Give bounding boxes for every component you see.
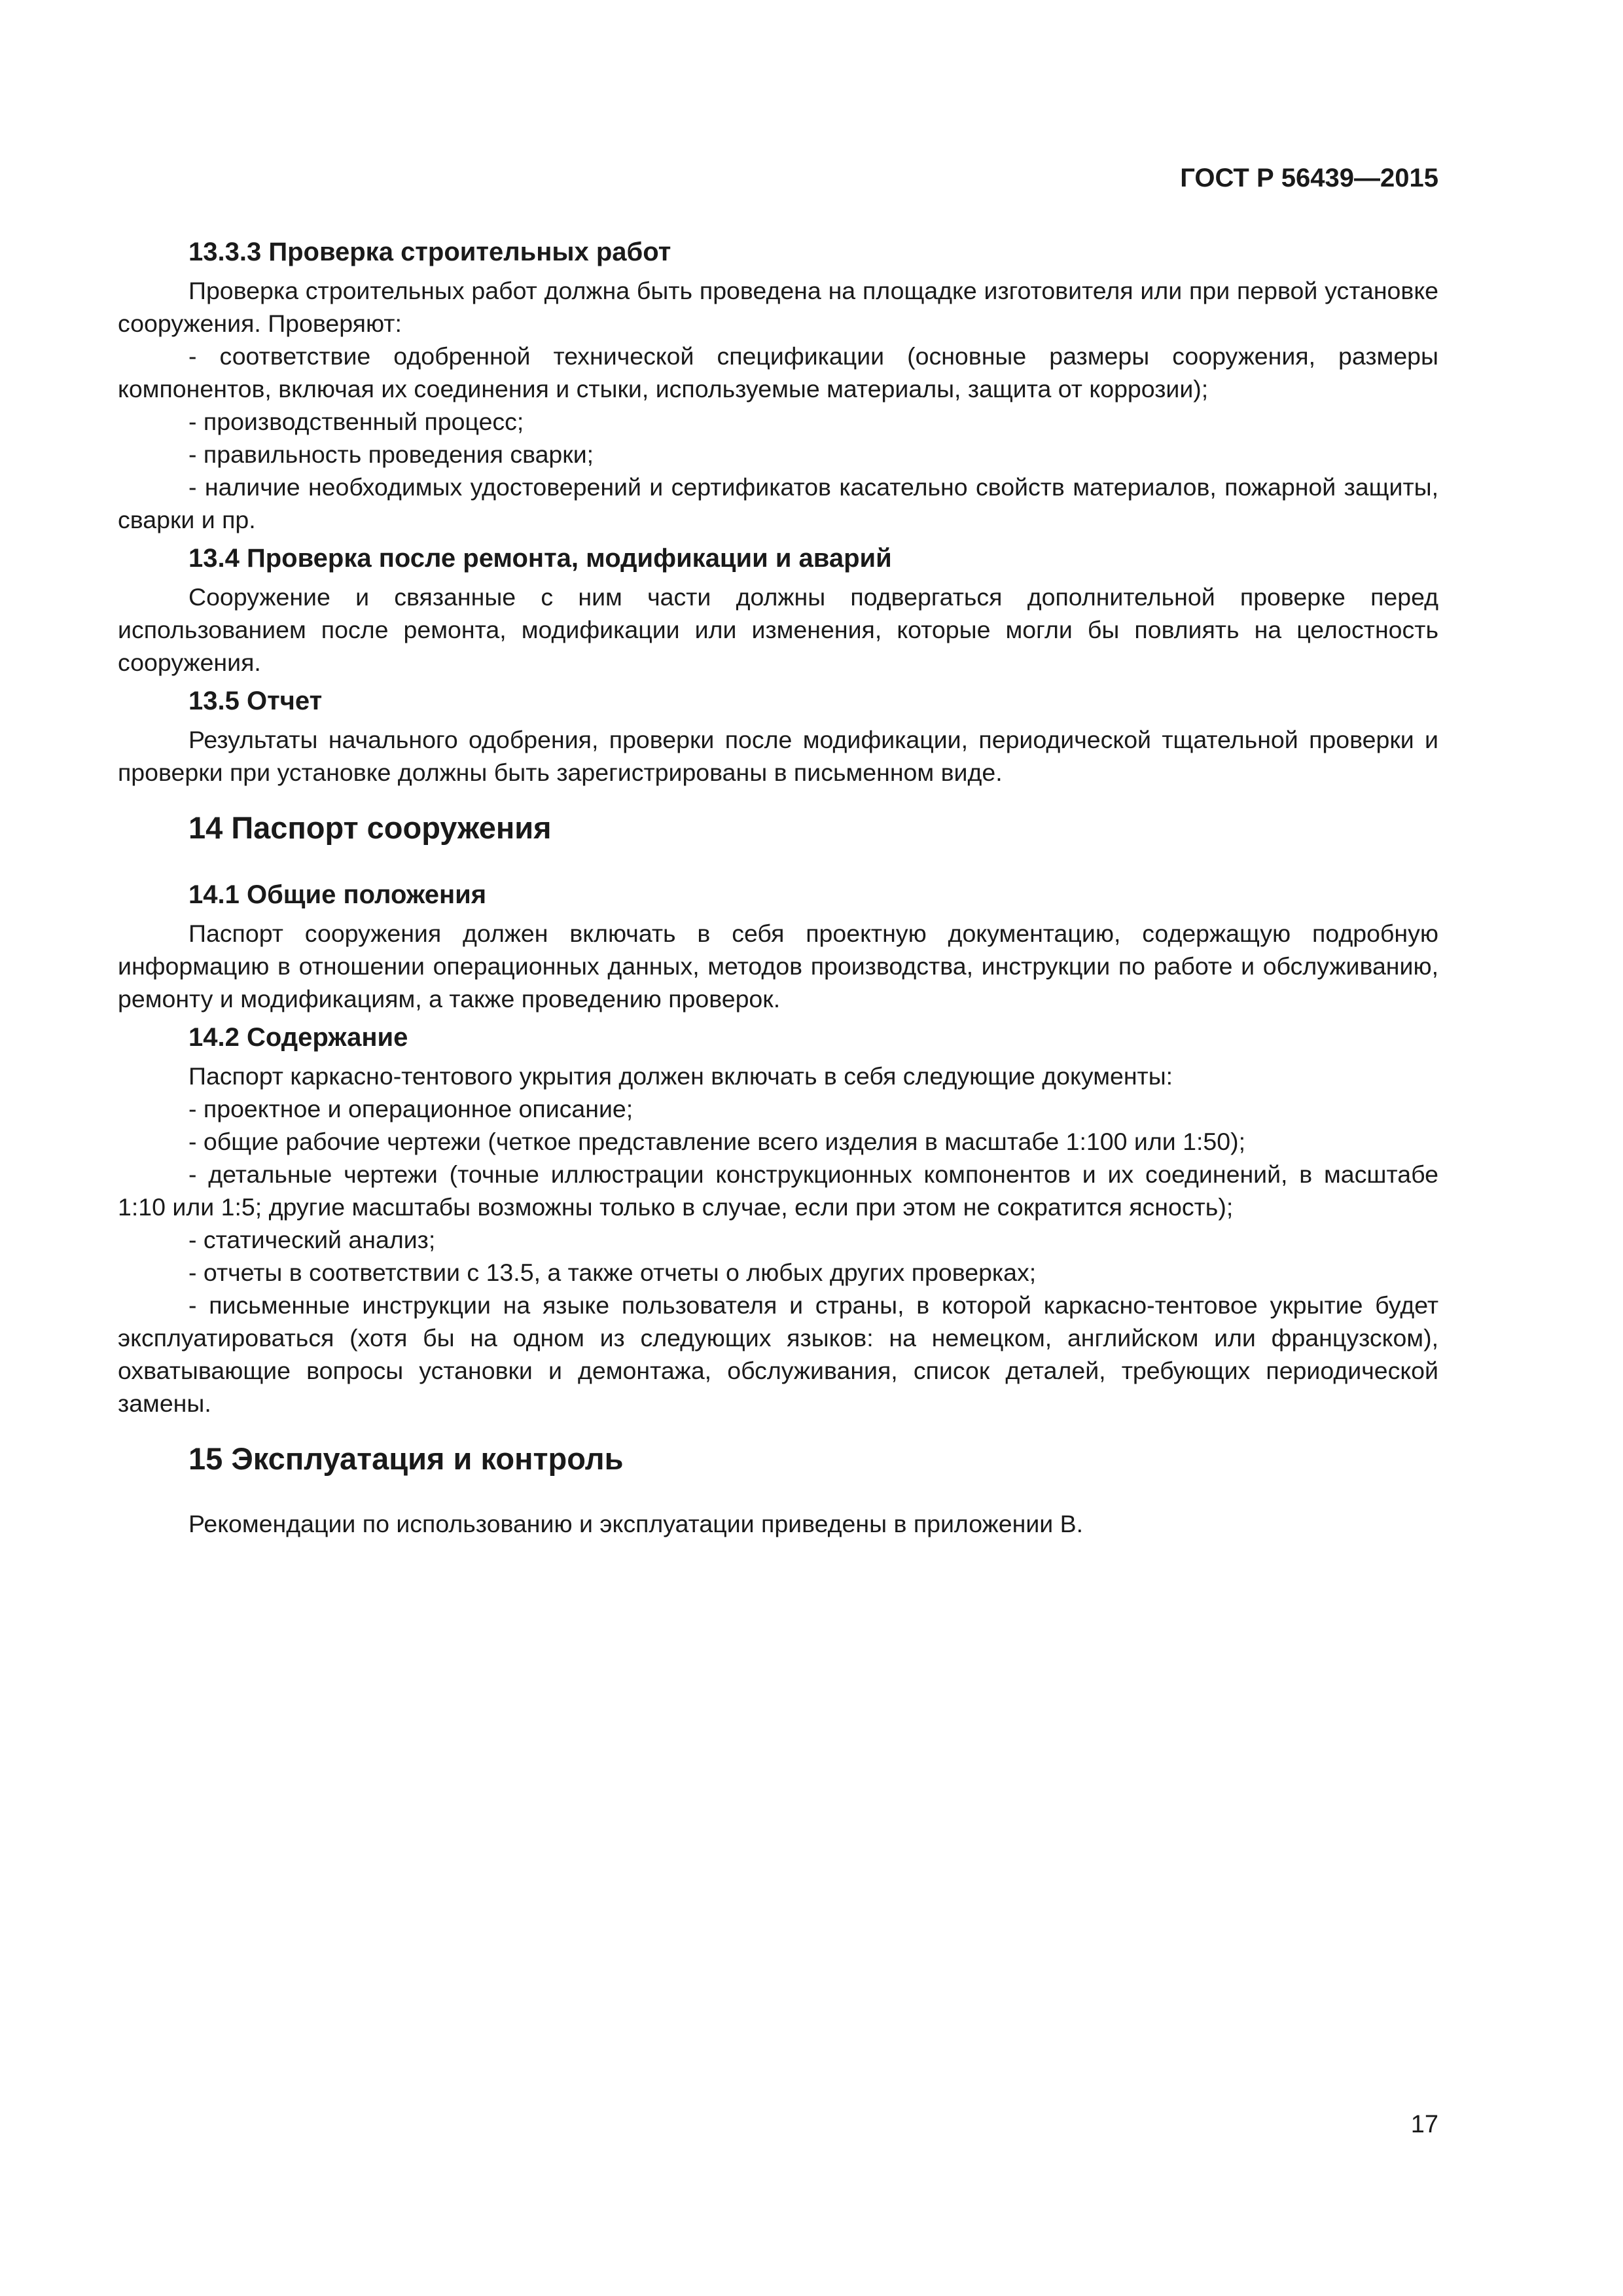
paragraph: Проверка строительных работ должна быть проведена на площадке изготовителя или при первой установке сооружения. Проверяют:: [118, 277, 1438, 337]
heading-14-2: 14.2 Содержание: [188, 1023, 408, 1052]
list-item: - наличие необходимых удостоверений и сертификатов касательно свойств материалов, пожарной защиты, сварки и пр.: [118, 473, 1438, 533]
paragraph: Рекомендации по использованию и эксплуатации приведены в приложении В.: [188, 1510, 1084, 1537]
heading-14-1: 14.1 Общие положения: [188, 880, 487, 909]
paragraph: Сооружение и связанные с ним части должны подвергаться дополнительной проверке перед использованием после ремонта, модификации или изменения, которые могли бы повлиять на целостность сооружения.: [118, 583, 1438, 676]
heading-13-5: 13.5 Отчет: [188, 687, 323, 715]
list-item: - отчеты в соответствии с 13.5, а также отчеты о любых других проверках;: [188, 1259, 1037, 1286]
document-page: [118, 0, 1438, 2296]
document-body: [118, 234, 1438, 1540]
paragraph: Паспорт каркасно-тентового укрытия должен включать в себя следующие документы:: [188, 1062, 1173, 1090]
document-id: ГОСТ Р 56439—2015: [1180, 164, 1438, 192]
heading-section-14: 14 Паспорт сооружения: [188, 810, 552, 845]
list-item: - детальные чертежи (точные иллюстрации конструкционных компонентов и их соединений, в масштабе 1:10 или 1:5; другие масштабы возможны только в случае, если при этом не сократится ясность);: [118, 1160, 1438, 1221]
list-item: - соответствие одобренной технической спецификации (основные размеры сооружения, размеры компонентов, включая их соединения и стыки, используемые материалы, защита от коррозии);: [118, 342, 1438, 403]
heading-section-15: 15 Эксплуатация и контроль: [188, 1441, 624, 1476]
list-item: - производственный процесс;: [188, 408, 524, 435]
page-number: 17: [1410, 2111, 1438, 2138]
paragraph: Результаты начального одобрения, проверки после модификации, периодической тщательной проверки и проверки при установке должны быть зарегистрированы в письменном виде.: [118, 726, 1438, 786]
list-item: - статический анализ;: [188, 1226, 436, 1253]
heading-13-3-3: 13.3.3 Проверка строительных работ: [188, 238, 671, 266]
heading-13-4: 13.4 Проверка после ремонта, модификации и аварий: [188, 544, 892, 573]
list-item: - проектное и операционное описание;: [188, 1095, 633, 1122]
list-item: - общие рабочие чертежи (четкое представление всего изделия в масштабе 1:100 или 1:50);: [188, 1128, 1245, 1155]
list-item: - правильность проведения сварки;: [188, 440, 594, 468]
paragraph: Паспорт сооружения должен включать в себя проектную документацию, содержащую подробную информацию в отношении операционных данных, методов производства, инструкции по работе и обслуживанию, ремонту и модификациям, а также проведению проверок.: [118, 920, 1438, 1013]
list-item: - письменные инструкции на языке пользователя и страны, в которой каркасно-тентовое укрытие будет эксплуатироваться (хотя бы на одном из следующих языков: на немецком, английском или французском), охватывающие вопросы установки и демонтажа, обслуживания, список деталей, требующих периодической замены.: [118, 1291, 1438, 1417]
